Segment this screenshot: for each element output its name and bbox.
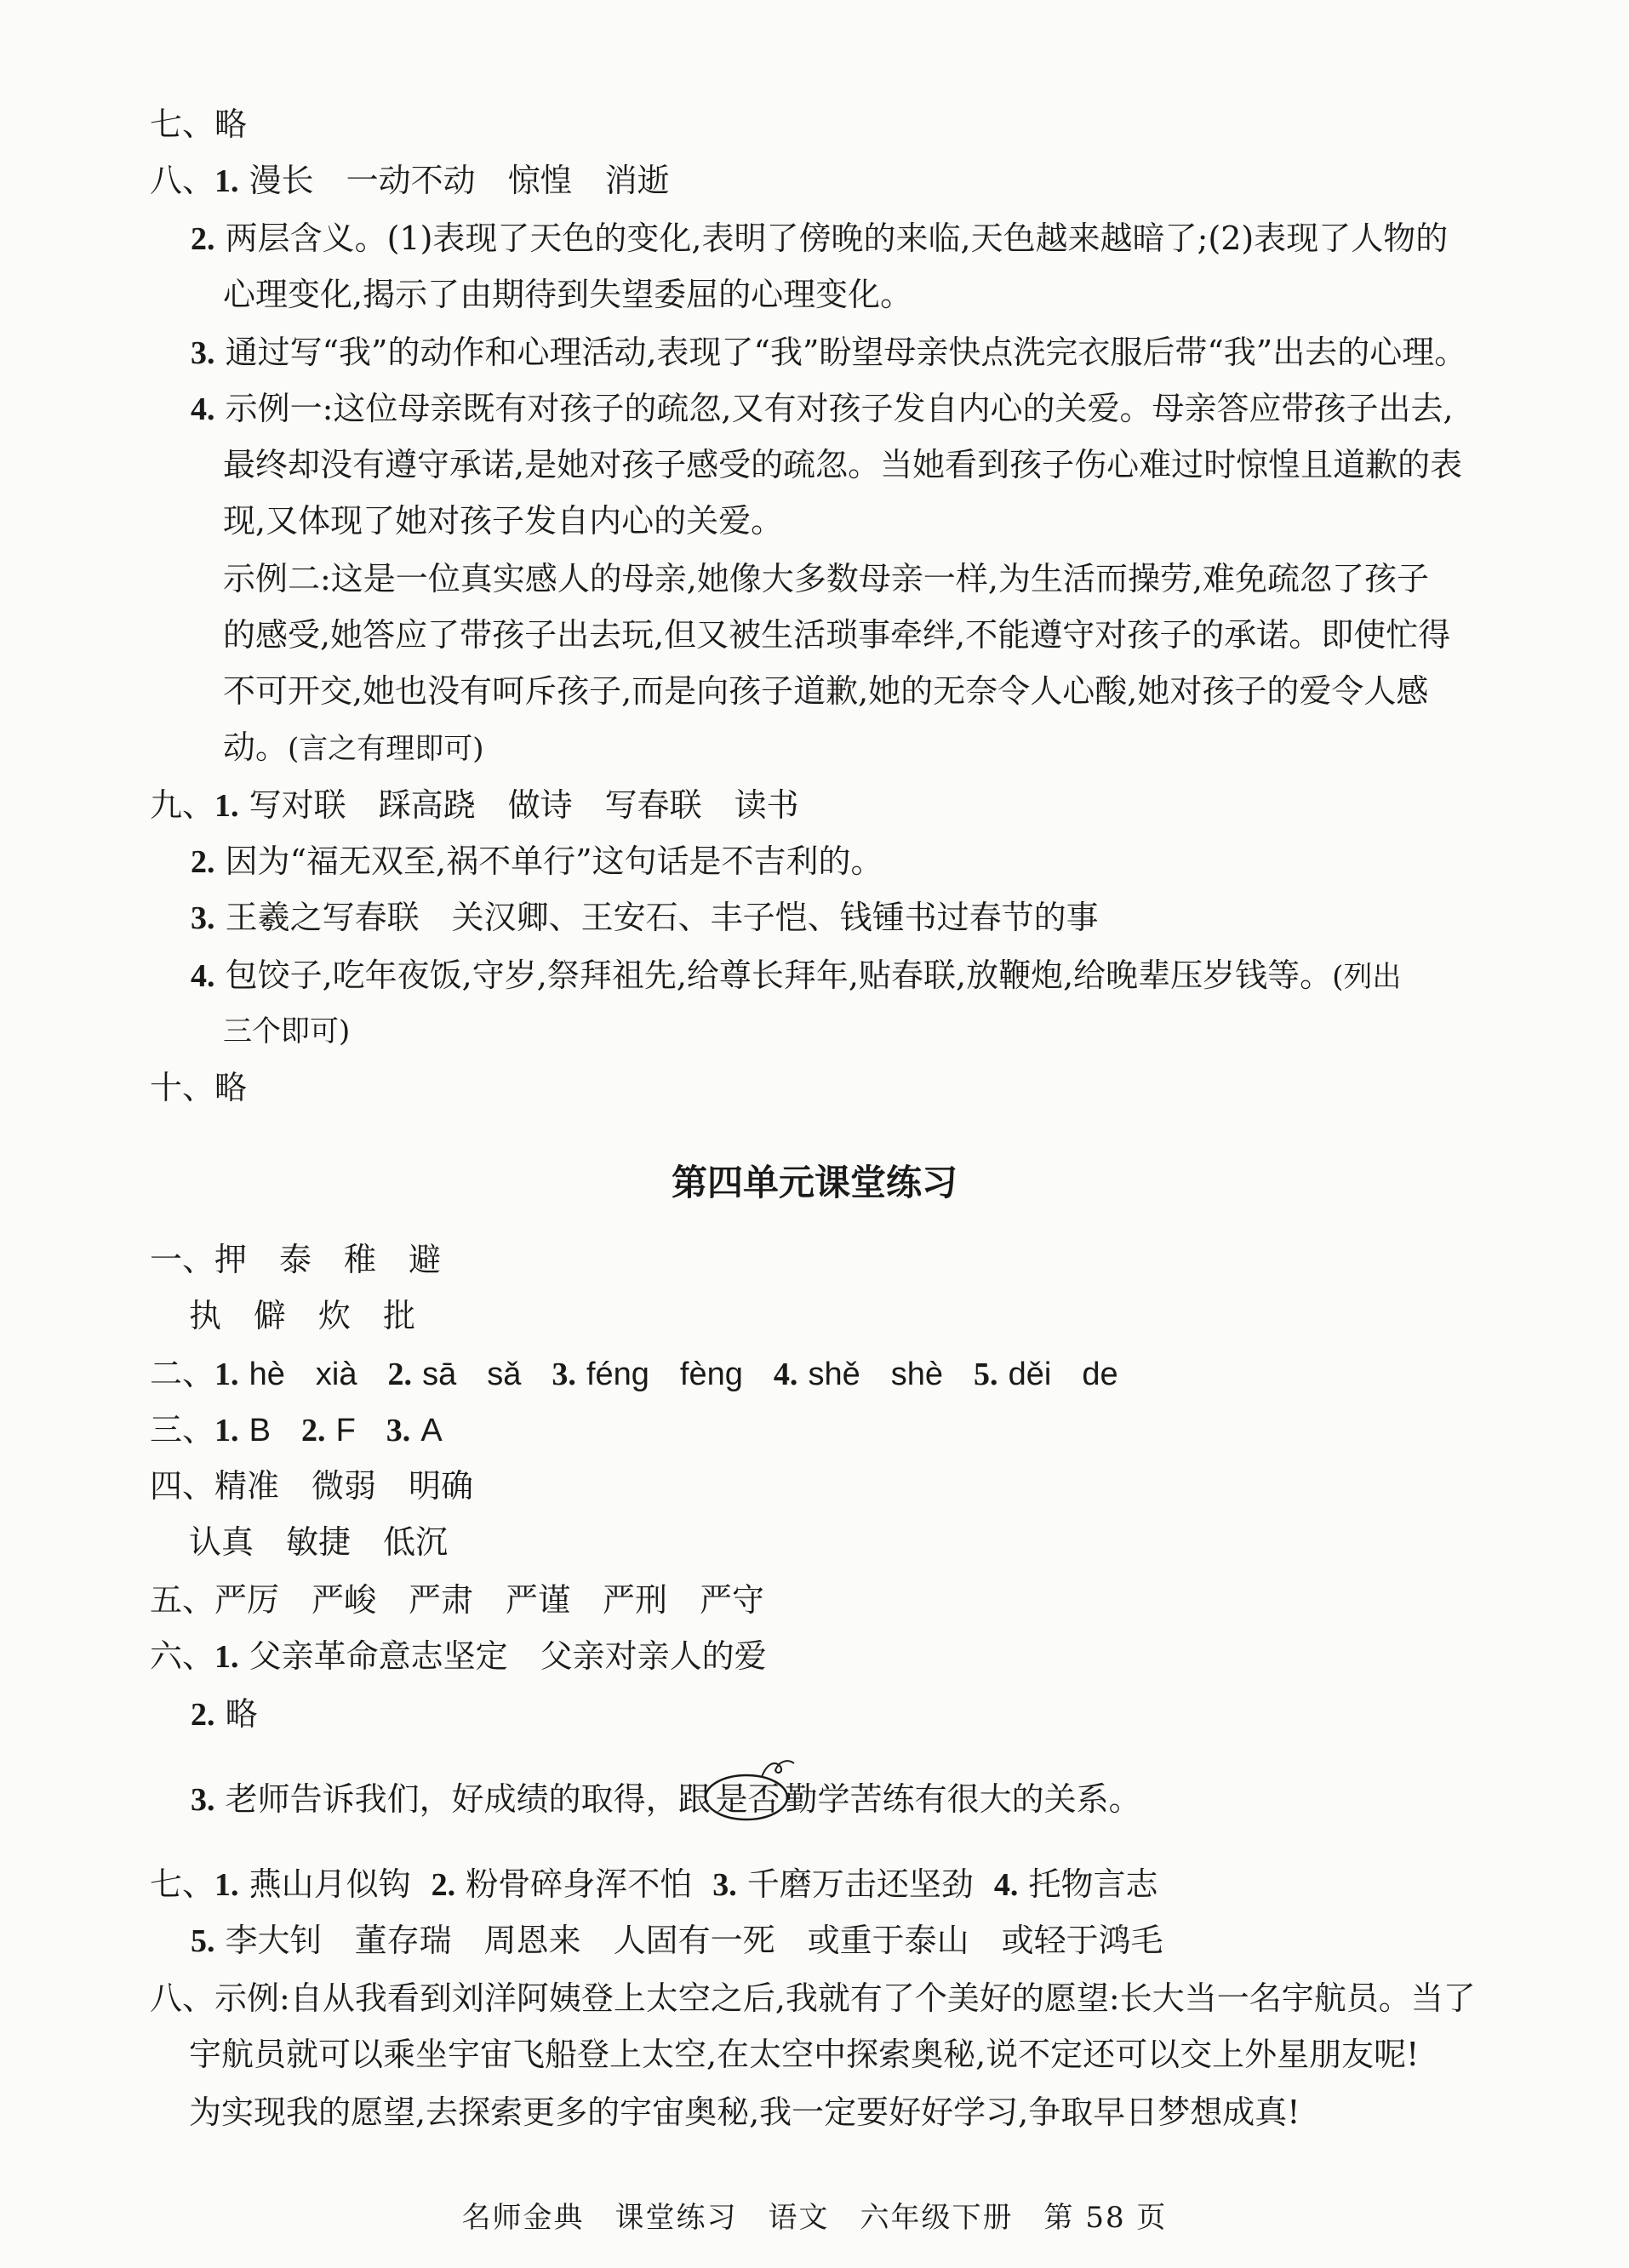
section-marker: 九、: [150, 786, 215, 824]
answer-text: 写对联 踩高跷 做诗 写春联 读书: [249, 786, 799, 824]
section-marker: 六、: [150, 1637, 215, 1675]
section-marker: 五、: [150, 1581, 215, 1619]
answer-text: 示例二:这是一位真实感人的母亲,她像大多数母亲一样,为生活而操劳,难免疏忽了孩子: [223, 560, 1430, 597]
question-number: 4.: [191, 958, 215, 994]
answer-text: 示例一:这位母亲既有对孩子的疏忽,又有对孩子发自内心的关爱。母亲答应带孩子出去,: [225, 390, 1454, 427]
pinyin-answer: féng: [586, 1357, 649, 1392]
answer-text: 的感受,她答应了带孩子出去玩,但又被生活琐事牵绊,不能遵守对孩子的承诺。即使忙得: [223, 616, 1451, 654]
section-9-q4: [191, 953, 1401, 999]
unit-q4-row1: [150, 1464, 473, 1508]
answer-text: 认真 敏捷 低沉: [189, 1523, 449, 1561]
unit-q8: [150, 1976, 1476, 2020]
answer-text: 老师告诉我们，好成绩的取得，跟: [225, 1780, 711, 1818]
answer-text: 略: [214, 106, 248, 143]
question-number: 4.: [191, 391, 215, 427]
question-number: 4.: [993, 1867, 1019, 1903]
answer-text: 为实现我的愿望,去探索更多的宇宙奥秘,我一定要好好学习,争取早日梦想成真!: [189, 2094, 1300, 2131]
question-number: 5.: [191, 1923, 215, 1959]
unit-q6-1: [150, 1634, 767, 1679]
grading-note: (言之有理即可): [288, 732, 484, 766]
section-8-q4: [191, 386, 1454, 431]
unit-q1-row1: [150, 1237, 441, 1282]
section-marker: 十、: [150, 1069, 215, 1106]
pinyin-answer: děi: [1008, 1357, 1052, 1392]
answer-text: 燕山月似钩: [249, 1865, 411, 1903]
question-number: 3.: [712, 1867, 737, 1903]
page-footer: 名师金典 课堂练习 语文 六年级下册 第 58 页: [461, 2201, 1168, 2235]
answer-text: 包饺子,吃年夜饭,守岁,祭拜祖先,给尊长拜年,贴春联,放鞭炮,给晚辈压岁钱等。: [225, 957, 1333, 994]
grading-note: (列出: [1332, 960, 1402, 994]
answer-text: 两层含义。(1)表现了天色的变化,表明了傍晚的来临,天色越来越暗了;(2)表现了人物的: [225, 220, 1449, 257]
question-number: 1.: [214, 1413, 239, 1448]
answer-text: 示例:自从我看到刘洋阿姨登上太空之后,我就有了个美好的愿望:长大当一名宇航员。当了: [214, 1980, 1476, 2017]
section-8-q3: [191, 330, 1466, 375]
section-marker: 八、: [150, 1980, 215, 2017]
answer-text: 不可开交,她也没有呵斥孩子,而是向孩子道歉,她的无奈令人心酸,她对孩子的爱令人感: [223, 672, 1429, 710]
section-9-q2: [191, 839, 883, 884]
answer-text: [223, 725, 484, 771]
unit-q2-pinyin: [150, 1351, 1118, 1397]
section-marker: 四、: [150, 1467, 215, 1505]
circled-text: 是否: [715, 1780, 780, 1818]
unit-q3: [150, 1408, 443, 1453]
pinyin-answer: shè: [890, 1357, 944, 1392]
question-number: 3.: [191, 900, 215, 936]
section-9-q1: [150, 783, 799, 828]
section-8-q1: [150, 158, 670, 203]
answer-text: 精准 微弱 明确: [214, 1467, 474, 1505]
question-number: 4.: [773, 1357, 798, 1392]
question-number: 3.: [552, 1357, 576, 1392]
section-marker: 三、: [150, 1411, 215, 1448]
grading-note: 三个即可): [223, 1014, 351, 1048]
answer-text: 动。: [223, 728, 289, 766]
answer-text: 王羲之写春联 关汉卿、王安石、丰子恺、钱锺书过春节的事: [225, 899, 1099, 936]
section-10: [150, 1065, 247, 1110]
answer-text: 执 僻 炊 批: [189, 1297, 416, 1334]
answer-text: 勤学苦练有很大的关系。: [785, 1780, 1141, 1818]
pinyin-answer: shě: [808, 1357, 860, 1392]
unit-q7-row2: [191, 1918, 1163, 1963]
answer-text: 略: [214, 1069, 248, 1106]
section-marker: 二、: [150, 1355, 215, 1392]
pinyin-answer: de: [1082, 1357, 1118, 1392]
unit-q7-row1: [150, 1862, 1157, 1907]
answer-text: 粉骨碎身浑不怕: [466, 1865, 693, 1903]
section-marker: 七、: [150, 106, 215, 143]
question-number: 2.: [191, 844, 215, 880]
answer-text: 托物言志: [1028, 1865, 1158, 1903]
answer-text: 严厉 严峻 严肃 严谨 严刑 严守: [214, 1581, 765, 1619]
answer-text: 李大钊 董存瑞 周恩来 人固有一死 或重于泰山 或轻于鸿毛: [225, 1922, 1163, 1959]
question-number: 2.: [300, 1413, 326, 1448]
unit-q6-2: [191, 1692, 258, 1737]
answer-text: 千磨万击还坚劲: [746, 1865, 974, 1903]
question-number: 2.: [387, 1357, 412, 1392]
answer-text: 宇航员就可以乘坐宇宙飞船登上太空,在太空中探索奥秘,说不定还可以交上外星朋友呢!: [189, 2036, 1420, 2073]
section-7: [150, 102, 247, 146]
pinyin-answer: hè: [249, 1357, 285, 1392]
section-marker: 七、: [150, 1865, 215, 1903]
pinyin-answer: xià: [315, 1357, 357, 1392]
question-number: 3.: [191, 335, 215, 371]
question-number: 5.: [974, 1357, 998, 1392]
unit-q5: [150, 1578, 764, 1622]
answer-text: 心理变化,揭示了由期待到失望委屈的心理变化。: [223, 276, 913, 313]
section-8-q2: [191, 216, 1448, 261]
question-number: 1.: [214, 1357, 239, 1392]
circled-word: [711, 1777, 786, 1821]
answer-text: 现,又体现了她对孩子发自内心的关爱。: [223, 502, 784, 540]
unit-q6-3: [191, 1777, 1141, 1822]
question-number: 3.: [386, 1413, 411, 1448]
answer-text: 押 泰 稚 避: [214, 1241, 442, 1278]
answer-text: 父亲革命意志坚定 父亲对亲人的爱: [249, 1637, 767, 1675]
question-number: 2.: [431, 1867, 456, 1903]
answer-text: 略: [225, 1695, 258, 1733]
choice-answer: A: [420, 1413, 443, 1448]
question-number: 2.: [191, 1697, 215, 1733]
choice-answer: F: [335, 1413, 356, 1448]
question-number: 3.: [191, 1782, 215, 1818]
section-9-q3: [191, 895, 1099, 940]
question-number: 1.: [214, 1867, 239, 1903]
question-number: 1.: [214, 1639, 239, 1675]
question-number: 1.: [214, 788, 239, 824]
pinyin-answer: fèng: [679, 1357, 743, 1392]
pinyin-answer: sǎ: [487, 1357, 522, 1392]
pinyin-answer: sā: [422, 1357, 457, 1392]
section-marker: 一、: [150, 1241, 215, 1278]
section-marker: 八、: [150, 162, 215, 199]
answer-text: 最终却没有遵守承诺,是她对孩子感受的疏忽。当她看到孩子伤心难过时惊惶且道歉的表: [223, 446, 1463, 483]
answer-text: 通过写“我”的动作和心理活动,表现了“我”盼望母亲快点洗完衣服后带“我”出去的心理。: [225, 334, 1467, 371]
unit-title: 第四单元课堂练习: [671, 1162, 957, 1203]
choice-answer: B: [249, 1413, 271, 1448]
answer-text: 漫长 一动不动 惊惶 消逝: [249, 162, 670, 199]
answer-text: 因为“福无双至,祸不单行”这句话是不吉利的。: [225, 843, 883, 880]
question-number: 2.: [191, 221, 215, 257]
question-number: 1.: [214, 163, 239, 199]
